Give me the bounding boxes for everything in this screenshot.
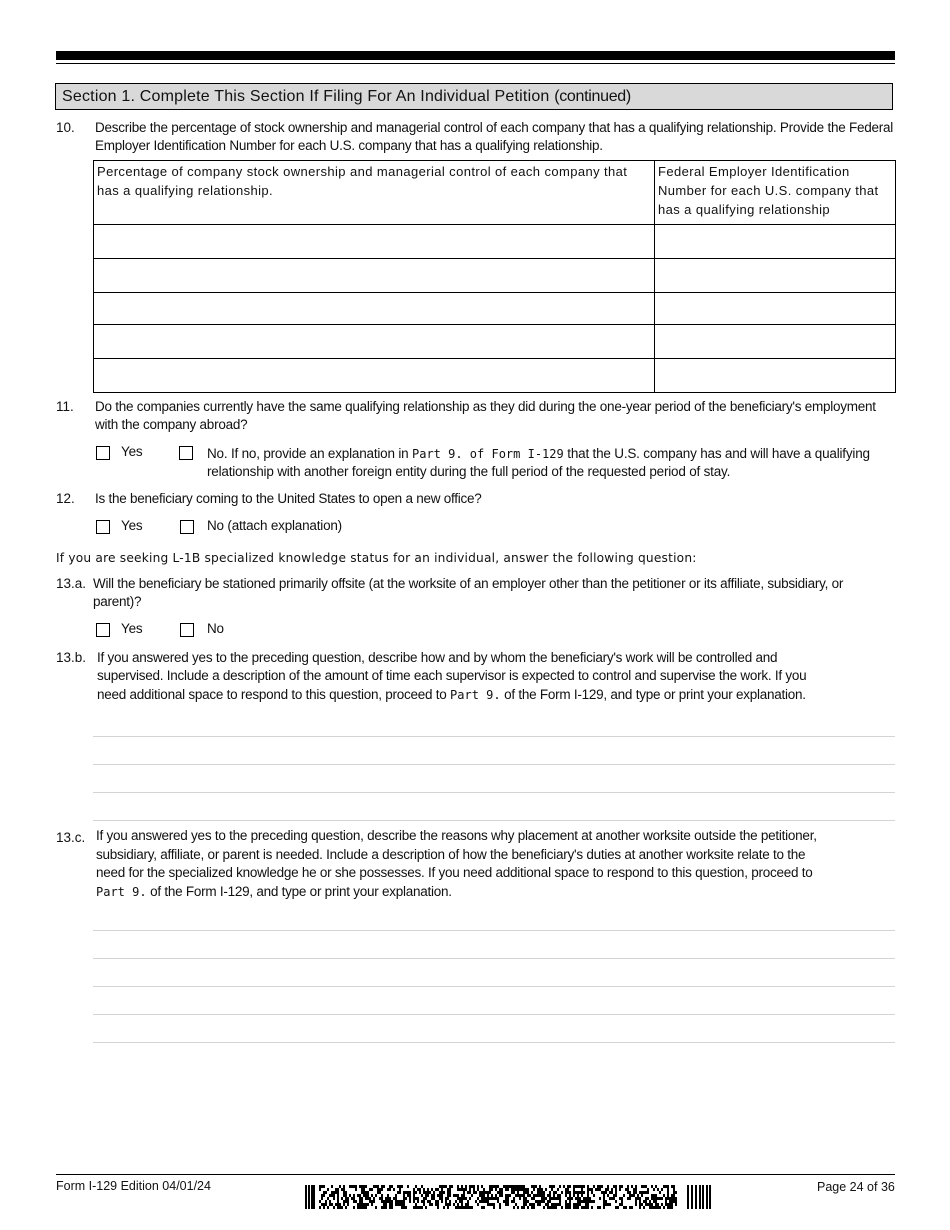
percentage-input[interactable] <box>94 225 655 259</box>
q13b-answer-line[interactable] <box>93 764 895 765</box>
q13c-part-ref: Part 9. <box>96 885 147 899</box>
col-header-percentage: Percentage of company stock ownership and managerial control of each company that has a qualifying relationship. <box>94 161 655 225</box>
barcode-image <box>305 1185 715 1209</box>
q13c-line2: subsidiary, affiliate, or parent is needed. Include a description of how the beneficiary's duties at another worksite relate to the <box>96 847 806 862</box>
fein-input[interactable] <box>655 293 896 325</box>
q11-text: Do the companies currently have the same qualifying relationship as they did during the one-year period of the beneficiary's employment with the company abroad? <box>95 399 876 432</box>
q13c-answer-line[interactable] <box>93 986 895 987</box>
table-header-row <box>94 161 896 225</box>
q13c-line1: If you answered yes to the preceding question, describe the reasons why placement at another worksite outside the petitioner, <box>96 828 817 843</box>
q10-number: 10. <box>56 120 75 135</box>
q13b-line2: supervised. Include a description of the amount of time each supervisor is expected to control and supervise the work. If you <box>97 668 807 683</box>
section-title: Section 1. Complete This Section If Filing For An Individual Petition <box>62 88 550 105</box>
top-rule-thick <box>56 51 895 60</box>
q13a-number: 13.a. <box>56 576 87 591</box>
q12-text: Is the beneficiary coming to the United States to open a new office? <box>95 491 482 506</box>
fein-input[interactable] <box>655 225 896 259</box>
footer-form-id: Form I-129 Edition 04/01/24 <box>56 1179 211 1193</box>
q13a-yes-label: Yes <box>121 621 143 636</box>
fein-input[interactable] <box>655 259 896 293</box>
section-continued: (continued) <box>554 88 631 105</box>
q13b-line3-post: of the Form I-129, and type or print your explanation. <box>504 687 806 702</box>
q13c-answer-line[interactable] <box>93 958 895 959</box>
q13b-answer-line[interactable] <box>93 792 895 793</box>
q11-no-checkbox[interactable] <box>179 446 193 460</box>
footer-rule <box>56 1174 895 1175</box>
q13c-number: 13.c. <box>56 830 86 845</box>
q10-text: Describe the percentage of stock ownership and managerial control of each company that has a qualifying relationship. Provide the Federal Employer Identification Number for each U.S. company that has a qualifying relationship. <box>95 120 893 153</box>
q12-no-checkbox[interactable] <box>180 520 194 534</box>
section-header <box>55 83 893 110</box>
q11-number: 11. <box>56 399 74 414</box>
q13b-answer-line[interactable] <box>93 736 895 737</box>
q11-no-label-line2: relationship with another foreign entity during the full period of the requested period of stay. <box>207 464 731 479</box>
fein-input[interactable] <box>655 359 896 393</box>
q13b-answer-line-end <box>93 820 895 821</box>
q11-no-text-pre: No. If no, provide an explanation in <box>207 446 409 461</box>
q13c-line4-post: of the Form I-129, and type or print your explanation. <box>150 884 452 899</box>
q13c-line3: need for the specialized knowledge he or she possesses. If you need additional space to respond to this question, proceed to <box>96 865 813 880</box>
q11-no-part-ref: Part 9. of Form I-129 <box>412 447 564 461</box>
q13b-line1: If you answered yes to the preceding question, describe how and by whom the beneficiary's work will be controlled and <box>97 650 778 665</box>
q13a-yes-checkbox[interactable] <box>96 623 110 637</box>
table-row <box>94 293 896 325</box>
percentage-input[interactable] <box>94 259 655 293</box>
q13a-no-checkbox[interactable] <box>180 623 194 637</box>
q12-number: 12. <box>56 491 75 506</box>
table-row <box>94 325 896 359</box>
q13a-no-label: No <box>207 621 224 636</box>
qualifying-relationship-table <box>93 160 896 393</box>
table-row <box>94 359 896 393</box>
top-rule-thin <box>56 63 895 64</box>
q13b-line3-pre: need additional space to respond to this question, proceed to <box>97 687 447 702</box>
q12-yes-checkbox[interactable] <box>96 520 110 534</box>
q13b-number: 13.b. <box>56 650 87 665</box>
percentage-input[interactable] <box>94 359 655 393</box>
l1b-instruction: If you are seeking L-1B specialized knowledge status for an individual, answer the following question: <box>56 551 697 565</box>
q11-no-label <box>207 445 907 463</box>
q11-no-text-post: that the U.S. company has and will have a qualifying <box>567 446 870 461</box>
q11-yes-label: Yes <box>121 444 143 459</box>
q13a-text: Will the beneficiary be stationed primarily offsite (at the worksite of an employer other than the petitioner or its affiliate, subsidiary, or parent)? <box>93 576 844 609</box>
percentage-input[interactable] <box>94 293 655 325</box>
fein-input[interactable] <box>655 325 896 359</box>
q13c-answer-line[interactable] <box>93 1014 895 1015</box>
q13c-line4 <box>96 883 896 901</box>
q13b-line3 <box>97 686 897 704</box>
col-header-fein: Federal Employer Identification Number for each U.S. company that has a qualifying relationship <box>655 161 896 225</box>
q13c-answer-line[interactable] <box>93 930 895 931</box>
q13b-part-ref: Part 9. <box>450 688 501 702</box>
q13c-answer-line-end <box>93 1042 895 1043</box>
q12-no-label: No (attach explanation) <box>207 518 342 533</box>
q11-yes-checkbox[interactable] <box>96 446 110 460</box>
percentage-input[interactable] <box>94 325 655 359</box>
table-row <box>94 259 896 293</box>
table-row <box>94 225 896 259</box>
q12-yes-label: Yes <box>121 518 143 533</box>
footer-page-number: Page 24 of 36 <box>817 1180 895 1194</box>
